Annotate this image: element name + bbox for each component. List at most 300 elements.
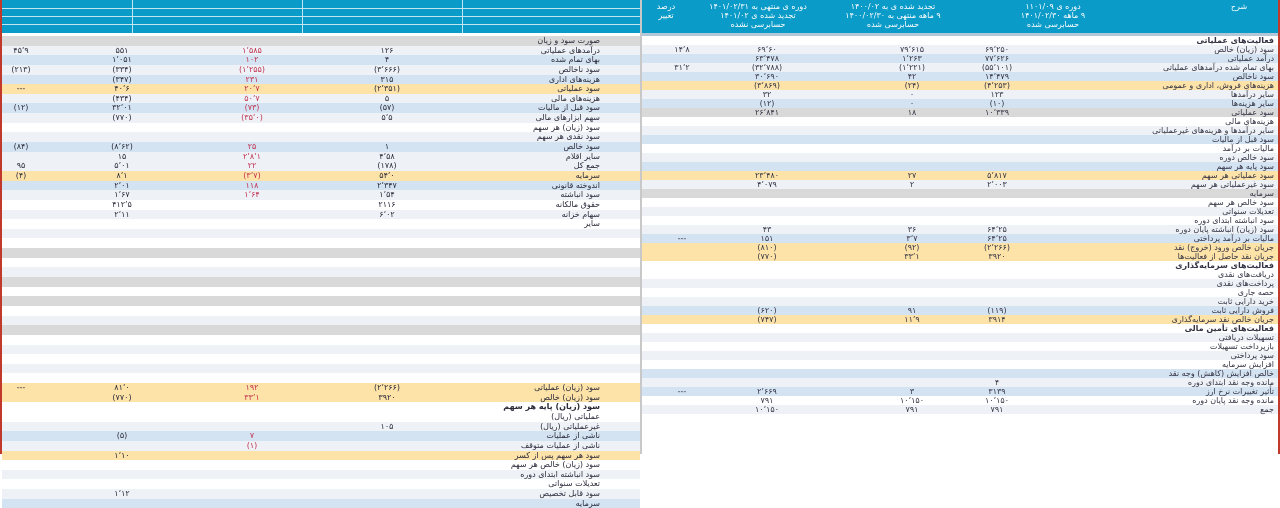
cell-value-1: ۱ — [384, 142, 390, 152]
table-row — [642, 333, 1278, 342]
table-row — [2, 451, 640, 461]
cell-value-2: ۷ — [249, 431, 255, 441]
table-row — [2, 393, 640, 403]
cell-value-3: (۵) — [116, 431, 128, 441]
cell-col-a: (۴٬۲۵۳) — [984, 81, 1010, 90]
row-label: افزایش سرمایه — [1221, 360, 1274, 369]
cell-value-3: ۳۲٬۰۱ — [112, 103, 132, 113]
row-label: سایر هزینه‌ها — [1231, 99, 1274, 108]
frame-edge-left — [0, 0, 2, 454]
cell-col-c: ۳۲ — [762, 90, 772, 99]
cell-col-a: (۱۰) — [989, 99, 1005, 108]
header-col-d: درصد تغییر — [656, 2, 676, 20]
cell-value-3: (۷۷۰) — [112, 392, 132, 402]
row-label: سود قبل از مالیات — [538, 103, 600, 113]
cell-value-1: ۲٬۳۴۷ — [377, 180, 397, 190]
table-row — [2, 123, 640, 133]
cell-col-b: ۱۸ — [907, 108, 917, 117]
table-row — [642, 387, 1278, 396]
cell-value-1: ۴ — [384, 55, 390, 65]
row-label: بازپرداخت تسهیلات — [1209, 342, 1274, 351]
row-label: سود قبل از مالیات — [1212, 135, 1274, 144]
table-row — [2, 84, 640, 94]
cell-value-4: (۸۴) — [13, 142, 29, 152]
row-label: حصه جاری — [1237, 288, 1274, 297]
table-row — [2, 306, 640, 316]
row-label: اندوخته قانونی — [551, 180, 600, 190]
cell-col-c: (۶۲۰) — [757, 306, 777, 315]
row-label: صورت سود و زیان — [537, 36, 600, 45]
cell-value-1: ۱۲۶ — [380, 45, 394, 55]
table-row — [642, 306, 1278, 315]
left-table-panel — [2, 0, 640, 508]
cell-col-a: ۴ — [994, 378, 1000, 387]
cell-value-4: --- — [16, 84, 26, 94]
table-row — [642, 36, 1278, 45]
cell-col-c: ۶۹٬۶۰ — [757, 45, 777, 54]
cell-col-b: ۲۷ — [907, 171, 917, 180]
table-row — [2, 431, 640, 441]
row-label: سود پایه هر سهم — [1216, 162, 1274, 171]
cell-value-2: (۳٬۷) — [243, 170, 261, 180]
cell-col-d: --- — [677, 387, 687, 396]
table-row — [642, 189, 1278, 198]
cell-value-3: ۵۵۱ — [115, 45, 129, 55]
table-row — [2, 499, 640, 508]
cell-value-1: ۲۱۱۶ — [378, 199, 396, 209]
table-row — [642, 117, 1278, 126]
table-row — [642, 180, 1278, 189]
cell-value-2: ۲۰٬۷ — [244, 84, 260, 94]
row-label: سایر درآمدها — [1230, 90, 1274, 99]
row-label: سایر اقلام — [565, 151, 600, 161]
table-row — [2, 46, 640, 56]
row-label: تسهیلات دریافتی — [1218, 333, 1274, 342]
cell-value-2: ۲۵ — [247, 142, 257, 152]
cell-value-4: (۲۱۳) — [11, 64, 31, 74]
cell-col-a: ۳۱۳۹ — [988, 387, 1006, 396]
table-row — [2, 161, 640, 171]
table-row — [2, 345, 640, 355]
cell-value-1: (۳٬۶۶۶) — [374, 64, 400, 74]
table-row — [2, 383, 640, 393]
cell-col-a: ۱۲۳ — [990, 90, 1004, 99]
row-label: هزینه‌های فروش، اداری و عمومی — [1162, 81, 1274, 90]
table-row — [642, 261, 1278, 270]
cell-col-b: (۱٬۲۲۱) — [899, 63, 925, 72]
cell-col-d: --- — [677, 234, 687, 243]
cell-value-1: (۵۷) — [379, 103, 395, 113]
table-row — [642, 108, 1278, 117]
table-row — [642, 270, 1278, 279]
table-row — [2, 171, 640, 181]
cell-col-c: (۳٬۸۶۹) — [754, 81, 780, 90]
table-row — [2, 479, 640, 489]
cell-col-b: (۹۲) — [904, 243, 920, 252]
row-label: سود ناخالص — [1232, 72, 1274, 81]
table-row — [642, 207, 1278, 216]
table-row — [642, 297, 1278, 306]
cell-col-d: ۱۴٬۸ — [674, 45, 690, 54]
cell-col-b: ۰ — [909, 90, 915, 99]
cell-value-2: ۱۹۲ — [245, 383, 259, 393]
row-label: درآمدهای عملیاتی — [540, 45, 600, 55]
row-label: درآمد عملیاتی — [1227, 54, 1274, 63]
cell-col-a: ۷۹۱ — [990, 405, 1004, 414]
row-label: هزینه‌های مالی — [551, 93, 600, 103]
table-row — [642, 288, 1278, 297]
table-row — [2, 489, 640, 499]
cell-col-c: (۷۴۷) — [757, 315, 777, 324]
cell-col-b: (۲۴) — [904, 81, 920, 90]
row-label: سود قابل تخصیص — [539, 489, 600, 499]
cell-col-c: (۱۲) — [759, 99, 775, 108]
cell-col-b: ۳ — [909, 387, 915, 396]
cell-value-2: (۱٬۲۵۵) — [239, 64, 265, 74]
cell-value-1: ۱٬۵۴ — [379, 190, 395, 200]
table-row — [2, 460, 640, 470]
row-label: مانده وجه نقد پایان دوره — [1192, 396, 1274, 405]
table-row — [642, 342, 1278, 351]
header-col-b: تجدید شده ی به ۱۴۰۰/۰۲ ۹ ماهه منتهی به ۱۴۰۰/۰۲/۳۰ حسابرسی شده — [845, 2, 941, 29]
row-label: ناشی از عملیات — [546, 431, 600, 441]
row-label: سود خالص — [563, 142, 600, 152]
row-label: جریان نقد حاصل از فعالیت‌ها — [1177, 252, 1274, 261]
cell-value-2: ۱٬۶۴ — [244, 190, 260, 200]
right-table-body — [642, 36, 1278, 414]
row-label: سود (زیان) خالص — [540, 392, 600, 402]
table-row — [642, 126, 1278, 135]
table-row — [2, 200, 640, 210]
row-label: سود عملیاتی — [557, 84, 600, 94]
cell-col-b: ۷۹٬۶۱۵ — [899, 45, 925, 54]
cell-col-a: (۵۵٬۱۰۱) — [981, 63, 1013, 72]
row-label: عملیاتی (ریال) — [551, 411, 600, 421]
cell-col-a: (۱۱۹) — [987, 306, 1007, 315]
cell-value-3: ۴۰٬۶ — [114, 84, 130, 94]
cell-value-3: ۲٬۰۱ — [114, 180, 130, 190]
cell-col-b: ۱٬۲۶۳ — [902, 54, 922, 63]
cell-value-3: ۱۵ — [117, 151, 127, 161]
table-row — [2, 354, 640, 364]
table-row — [2, 190, 640, 200]
row-label: سهام خزانه — [561, 209, 600, 219]
row-label: سود ناخالص — [558, 64, 600, 74]
table-row — [642, 243, 1278, 252]
row-label: سود (زیان) خالص — [1214, 45, 1274, 54]
cell-value-2: ۱٬۵۸۵ — [242, 45, 262, 55]
cell-col-c: ۱۵۱ — [760, 234, 774, 243]
cell-value-1: (۱۷۸) — [377, 161, 397, 171]
table-row — [642, 171, 1278, 180]
row-label: سود (زیان) خالص هر سهم — [510, 460, 600, 470]
cell-value-2: ۱۱۸ — [245, 180, 259, 190]
cell-value-1: ۴٬۵۸ — [379, 151, 395, 161]
table-row — [2, 94, 640, 104]
table-row — [2, 470, 640, 480]
table-row — [642, 351, 1278, 360]
header-col-c: دوره ی منتهی به ۱۴۰۱/۰۲/۳۱ تجدید شده ی ۱۴۰۱/۰۲ حسابرسی نشده — [709, 2, 807, 29]
cell-value-1: (۲٬۳۵۱) — [374, 84, 400, 94]
table-row — [2, 152, 640, 162]
cell-value-2: ۳۳٬۱ — [244, 392, 260, 402]
row-label: خرید دارایی ثابت — [1217, 297, 1274, 306]
cell-col-a: ۱۴٬۴۷۹ — [984, 72, 1010, 81]
cell-col-c: (۷۷۰) — [757, 252, 777, 261]
cell-col-c: ۴٬۰۷۹ — [757, 180, 777, 189]
row-label: تأثیر تغییرات نرخ ارز — [1205, 387, 1274, 396]
table-row — [642, 378, 1278, 387]
row-label: غیرعملیاتی (ریال) — [540, 421, 600, 431]
row-label: فروش دارایی ثابت — [1211, 306, 1274, 315]
row-label: سهم ابزارهای مالی — [535, 113, 600, 123]
cell-col-b: ۳۶ — [907, 225, 917, 234]
row-label: سود عملیاتی — [1231, 108, 1274, 117]
table-row — [642, 315, 1278, 324]
header-col-label: شرح — [1230, 2, 1248, 11]
table-row — [2, 364, 640, 374]
row-label: مالیات بر درآمد — [1222, 144, 1274, 153]
cell-value-3: ۱٬۰۵۱ — [112, 55, 132, 65]
table-row — [2, 219, 640, 229]
cell-value-4: --- — [16, 383, 26, 393]
cell-value-2: ۵۰٬۷ — [244, 93, 260, 103]
table-row — [642, 405, 1278, 414]
table-row — [642, 81, 1278, 90]
row-label: جمع — [1260, 405, 1274, 414]
table-row — [642, 144, 1278, 153]
row-label: سود (زیان) عملیاتی — [534, 383, 600, 393]
row-label: هزینه‌های اداری — [548, 74, 600, 84]
row-label: مالیات بر درآمد پرداختی — [1193, 234, 1274, 243]
table-row — [642, 153, 1278, 162]
cell-col-c: ۲۶٬۸۴۱ — [754, 108, 780, 117]
cell-col-a: ۶۴٬۲۵ — [987, 225, 1007, 234]
cell-col-a: ۱۰٬۳۳۹ — [984, 108, 1010, 117]
cell-col-b: ۳۳٬۱ — [904, 252, 920, 261]
left-table-header — [2, 0, 640, 33]
cell-value-2: ۲۲ — [247, 161, 257, 171]
row-label: جمع کل — [573, 161, 600, 171]
row-label: ناشی از عملیات متوقف — [520, 440, 600, 450]
cell-col-b: ۳٬۷ — [906, 234, 918, 243]
row-label: تعدیلات سنواتی — [1222, 207, 1274, 216]
row-label: سود انباشته ابتدای دوره — [1194, 216, 1274, 225]
table-row — [2, 373, 640, 383]
row-label: سرمایه — [575, 170, 600, 180]
cell-col-c: ۴۳ — [762, 225, 772, 234]
cell-value-3: (۸٬۶۲) — [111, 142, 133, 152]
cell-col-b: ۲ — [909, 180, 915, 189]
table-row — [642, 360, 1278, 369]
row-label: پرداخت‌های نقدی — [1216, 279, 1274, 288]
cell-col-b: ۱۱٬۹ — [904, 315, 920, 324]
cell-value-3: ۸٬۱ — [116, 170, 128, 180]
table-row — [642, 135, 1278, 144]
row-label: سود پرداختی — [1230, 351, 1274, 360]
row-label: هزینه‌های مالی — [1225, 117, 1274, 126]
row-label: حقوق مالکانه — [555, 199, 600, 209]
cell-col-b: ۴۲ — [907, 72, 917, 81]
table-row — [642, 234, 1278, 243]
header-col-a: دوره ی ۱۱۰۱/۰۹ ۹ ماهه ۱۴۰۱/۰۲/۳۰ حسابرسی شده — [1020, 2, 1086, 29]
cell-col-c: (۸۱۰) — [757, 243, 777, 252]
table-row — [2, 142, 640, 152]
cell-value-2: (۷۳) — [244, 103, 260, 113]
table-row — [2, 75, 640, 85]
cell-value-2: ۲٬۸٬۱ — [243, 151, 261, 161]
cell-value-1: ۵٬۵ — [381, 113, 393, 123]
cell-col-a: ۶۴٬۲۵ — [987, 234, 1007, 243]
cell-value-4: ۹۵ — [16, 161, 26, 171]
cell-value-3: ۱٬۶۷ — [114, 190, 130, 200]
table-row — [642, 198, 1278, 207]
right-table-panel — [642, 0, 1278, 454]
table-row — [2, 132, 640, 142]
table-row — [2, 55, 640, 65]
table-row — [2, 277, 640, 287]
table-row — [2, 210, 640, 220]
cell-col-b: ۹۱ — [907, 306, 917, 315]
cell-value-1: ۳۱۵ — [380, 74, 394, 84]
table-row — [2, 422, 640, 432]
table-row — [642, 252, 1278, 261]
cell-value-1: ۶٬۰۲ — [379, 209, 395, 219]
cell-col-c: (۳۲٬۷۸۸) — [751, 63, 783, 72]
cell-value-3: ۸۱٬۰ — [114, 383, 130, 393]
row-label: جریان خالص ورود (خروج) نقد — [1174, 243, 1274, 252]
cell-value-3: (۴۳۴) — [112, 93, 132, 103]
cell-col-d: ۳۱٬۲ — [674, 63, 690, 72]
row-label: سود نقدی هر سهم — [536, 132, 600, 142]
cell-col-a: ۶۹٬۲۵۰ — [984, 45, 1010, 54]
table-row — [2, 412, 640, 422]
row-label: فعالیت‌های عملیاتی — [1196, 36, 1274, 45]
row-label: مانده وجه نقد ابتدای دوره — [1187, 378, 1274, 387]
cell-col-b: ۱۰٬۱۵۰ — [899, 396, 925, 405]
cell-value-3: ۵٬۰۱ — [114, 161, 130, 171]
cell-col-a: ۱۰٬۱۵۰ — [984, 396, 1010, 405]
cell-col-c: ۲٬۶۶۹ — [757, 387, 777, 396]
table-row — [2, 103, 640, 113]
row-label: سایر درآمدها و هزینه‌های غیرعملیاتی — [1152, 126, 1274, 135]
row-label: سود (زیان) هر سهم — [532, 122, 600, 132]
row-label: تعدیلات سنواتی — [548, 479, 600, 489]
table-row — [2, 258, 640, 268]
cell-col-a: ۷۷٬۶۲۶ — [984, 54, 1010, 63]
cell-col-a: ۳۹۲۰ — [988, 252, 1006, 261]
cell-value-2: (۳۵٬۰) — [241, 113, 263, 123]
row-label: سود عملیاتی هر سهم — [1201, 171, 1274, 180]
table-row — [2, 325, 640, 335]
table-row — [642, 72, 1278, 81]
right-table-header — [642, 0, 1278, 33]
table-row — [2, 113, 640, 123]
left-table-body — [2, 36, 640, 508]
cell-col-c: ۳۰٬۶۹۰ — [754, 72, 780, 81]
table-row — [2, 248, 640, 258]
table-row — [642, 54, 1278, 63]
cell-col-a: ۲٬۰۰۳ — [987, 180, 1007, 189]
cell-value-4: (۱۲) — [13, 103, 29, 113]
table-row — [642, 216, 1278, 225]
row-label: فعالیت‌های تأمین مالی — [1184, 324, 1274, 333]
cell-value-1: ۳۹۲۰ — [378, 392, 396, 402]
cell-value-4: ۴۵٬۹ — [13, 45, 29, 55]
table-row — [2, 238, 640, 248]
row-label: سود انباشته — [560, 190, 600, 200]
cell-value-4: (۴) — [15, 170, 27, 180]
table-row — [2, 267, 640, 277]
table-row — [2, 287, 640, 297]
cell-col-b: ۷۹۱ — [905, 405, 919, 414]
table-row — [642, 396, 1278, 405]
table-row — [642, 63, 1278, 72]
table-row — [642, 324, 1278, 333]
table-row — [642, 90, 1278, 99]
cell-value-2: ۱۰۲ — [245, 55, 259, 65]
cell-value-2: ۲۳۱ — [245, 74, 259, 84]
table-row — [2, 229, 640, 239]
row-label: سایر — [584, 219, 600, 229]
cell-value-3: (۷۷۰) — [112, 113, 132, 123]
row-label: سود خالص دوره — [1219, 153, 1274, 162]
row-label: سرمایه — [1249, 189, 1274, 198]
cell-value-3: ۱٬۱۲ — [114, 489, 130, 499]
cell-col-a: ۵٬۸۱۷ — [987, 171, 1007, 180]
table-row — [642, 225, 1278, 234]
row-label: سود (زیان) انباشته پایان دوره — [1175, 225, 1274, 234]
table-row — [2, 36, 640, 46]
cell-value-1: ۵۴٬۰ — [379, 170, 395, 180]
cell-value-1: (۲٬۲۶۶) — [374, 383, 400, 393]
cell-col-c: ۶۳٬۴۷۸ — [754, 54, 780, 63]
row-label: سود خالص هر سهم — [1208, 198, 1274, 207]
cell-col-b: ۰ — [909, 99, 915, 108]
row-label: سود انباشته ابتدای دوره — [520, 469, 600, 479]
table-row — [642, 45, 1278, 54]
cell-col-a: (۲٬۲۶۶) — [984, 243, 1010, 252]
cell-value-3: (۳۳۴) — [112, 64, 132, 74]
cell-value-2: (۱) — [246, 440, 258, 450]
table-row — [642, 369, 1278, 378]
table-row — [2, 316, 640, 326]
table-row — [2, 296, 640, 306]
row-label: سود هر سهم پس از کسر — [514, 450, 600, 460]
table-row — [2, 181, 640, 191]
table-row — [2, 402, 640, 412]
cell-col-c: ۷۹۱ — [760, 396, 774, 405]
table-row — [2, 441, 640, 451]
row-label: دریافت‌های نقدی — [1218, 270, 1274, 279]
row-label: سود غیرعملیاتی هر سهم — [1190, 180, 1274, 189]
row-label: فعالیت‌های سرمایه‌گذاری — [1175, 261, 1274, 270]
cell-value-3: ۴۱۲٬۵ — [112, 199, 132, 209]
cell-col-c: ۲۳٬۴۸۰ — [754, 171, 780, 180]
table-row — [642, 99, 1278, 108]
cell-value-1: ۱۰۵ — [380, 421, 394, 431]
cell-value-1: ۵ — [384, 93, 390, 103]
cell-value-3: (۳۴۷) — [112, 74, 132, 84]
row-label: سرمایه — [575, 498, 600, 508]
row-label: خالص افزایش (کاهش) وجه نقد — [1168, 369, 1274, 378]
row-label: سود (زیان) پایه هر سهم — [503, 402, 600, 412]
cell-col-c: ۱۰٬۱۵۰ — [754, 405, 780, 414]
row-label: بهای تمام شده درآمدهای عملیاتی — [1163, 63, 1274, 72]
cell-col-a: ۳۹۱۴ — [988, 315, 1006, 324]
table-row — [642, 162, 1278, 171]
table-row — [2, 65, 640, 75]
